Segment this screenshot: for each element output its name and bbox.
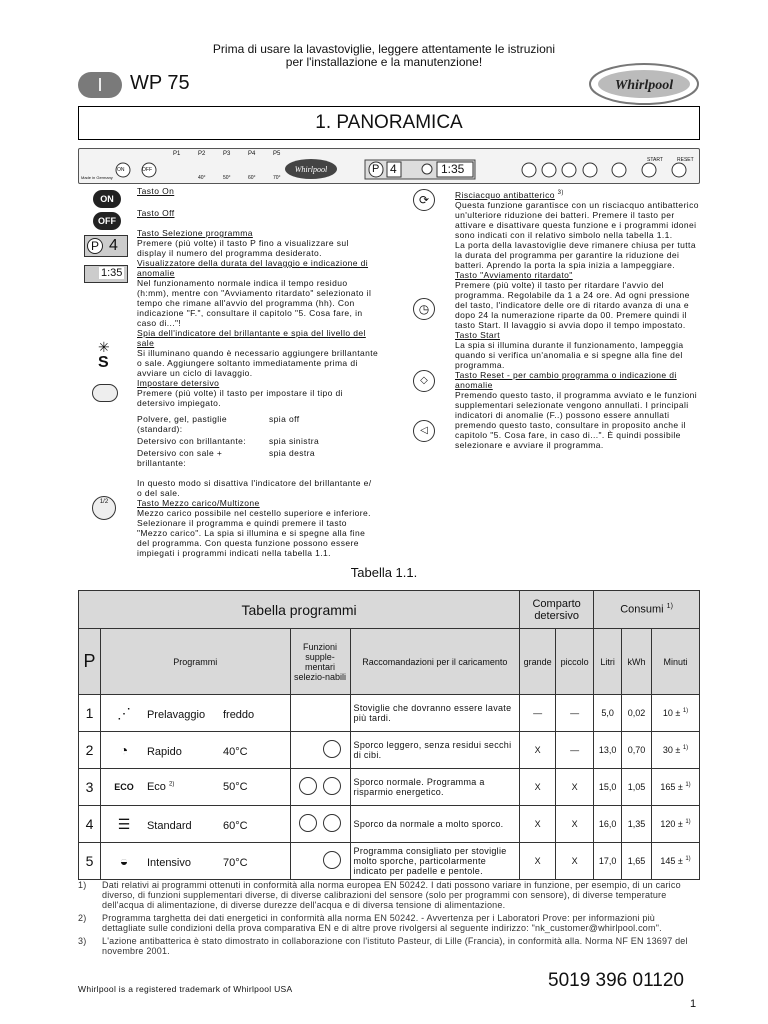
prog-label: P5	[273, 151, 281, 157]
panel-off-button[interactable]: OFF	[142, 167, 152, 173]
prog-label: P4	[248, 151, 256, 157]
spia-title: Spia dell'indicatore del brillantante e spia del livello del sale	[137, 328, 366, 348]
on-title: Tasto On	[137, 186, 175, 196]
reset-text: Premendo questo tasto, il programma avviato e le funzioni supplementari selezionate vengono annullati. I principali indicatori di anomalie (F..) possono essere annullati premendo questo tasto, consultare in proposito anche il capitolo "5. Cosa fare, in caso di...". È quindi possibile selezionare e avviare il programma.	[455, 389, 698, 450]
avv-text: Premere (più volte) il tasto per ritardare l'avvio del programma. Regolabile da 1 a 24 ore. Ad ogni pressione del tasto, l'indicatore delle ore di ritardo avanza di una e dopo 24 la numerazione riparte da 00. Premere quindi il tasto Start. Il lavaggio si avvia dopo il tempo impostato.	[455, 279, 690, 330]
avv-title: Tasto "Avviamento ritardato"	[455, 269, 573, 280]
det-title: Impostare detersivo	[137, 378, 220, 388]
start-title: Tasto Start	[455, 329, 501, 340]
model-name: WP 75	[130, 72, 190, 94]
antibacterial-icon: ⟳	[413, 189, 435, 211]
eco-icon: ECO	[114, 782, 134, 792]
document-code: 5019 396 01120	[548, 970, 684, 991]
section-title: 1. PANORAMICA	[78, 106, 700, 140]
salt-icon: S	[98, 354, 109, 371]
header-notice-line2: per l'installazione e la manutenzione!	[285, 55, 483, 69]
vis-title: Visualizzatore della durata del lavaggio e indicazione di anomalie	[137, 258, 369, 278]
panel-display-p: P	[372, 163, 380, 175]
antibacterial-icon	[323, 740, 341, 758]
spia-text: Si illuminano quando è necessario aggiungere brillantante o sale. Aggiungere soltanto immediatamente prima di avviare un ciclo di lavaggio.	[137, 348, 379, 378]
antibacterial-icon	[323, 814, 341, 832]
col-piccolo-header: piccolo	[556, 629, 594, 695]
antibacterial-icon	[323, 851, 341, 869]
table-label: Tabella 1.1.	[350, 565, 418, 580]
page-number: 1	[690, 998, 697, 1010]
consumi-header: Consumi $^{1)}$	[594, 591, 700, 629]
col-prog-header: Programmi	[100, 629, 290, 695]
quick-icon: ◔	[119, 742, 129, 758]
pot-icon: ◒	[119, 853, 129, 869]
made-in-label: Made in Germany	[81, 175, 113, 180]
table-row: 5 ◒ Intensivo 70°C Programma consigliato per stoviglie molto sporche, particolarmente indicato per padelle e pentole. X X 17,0 1,65 145 ± $^{1)}$	[79, 843, 700, 880]
prog-label: P3	[223, 151, 231, 157]
det-row: Polvere, gel, pastiglie (standard): spia off	[137, 414, 300, 434]
table-title: Tabella programmi	[79, 591, 520, 629]
vis-text: Nel funzionamento normale indica il tempo residuo (h:mm), mentre con "Avviamento ritardato" selezionato il tempo che rimane all'avvio del programma (hh). Con indicazione "F.", consultare il capitolo "5. Cosa fare, in caso di..."!	[137, 278, 372, 328]
rinse-aid-icon: ✳	[98, 339, 110, 355]
logo-text: Whirlpool	[614, 78, 674, 93]
sel-text: Premere (più volte) il tasto P fino a visualizzare sul display il numero del programma desiderato.	[137, 238, 349, 258]
half-load-icon	[299, 814, 317, 832]
col-grande-header: grande	[520, 629, 556, 695]
panel-display-time: 1:35	[441, 162, 465, 176]
panel-on-button[interactable]: ON	[117, 167, 125, 173]
table-row: 4 ☰ Standard 60°C Sporco da normale a molto sporco. X X 16,0 1,35 120 ± $^{1)}$	[79, 806, 700, 843]
prog-temp: 40°	[198, 175, 206, 181]
footnote: 2) Programma targhetta dei dati energetici in conformità alla norma EN 50242. - Avvertenza per i Laboratori Prove: per informazioni più dettagliate sulle condizioni della prova comparativa EN e di altre prove rivolgersi al seguente indirizzo: "nk_customer@whirlpool.com".	[78, 913, 662, 933]
table-row: 3 ECO Eco $^{2)}$ 50°C Sporco normale. Programma a risparmio energetico. X X 15,0 1,05 165 ± $^{1)}$	[79, 769, 700, 806]
prog-label: P1	[173, 151, 181, 157]
prewash-icon: ⋰	[116, 704, 131, 721]
comparto-header: Comparto detersivo	[520, 591, 594, 629]
program-table	[78, 590, 700, 880]
panel-reset-label: RESET	[677, 157, 694, 163]
half-load-icon: 1/2	[92, 496, 116, 520]
ris-title: Risciacquo antibatterico	[455, 189, 555, 200]
antibacterial-icon	[323, 777, 341, 795]
display-p-glyph: P	[87, 238, 103, 254]
col-racc-header: Raccomandazioni per il caricamento	[350, 629, 520, 695]
display-digit-glyph: 4	[109, 237, 118, 254]
program-display-icon	[84, 235, 128, 257]
footnote: 3) L'azione antibatterica è stato dimostrato in collaborazione con l'istituto Pasteur, di Lille (Francia), in conformità alla. Norma NF EN 13697 del novembre 2001.	[78, 936, 688, 956]
panel-display-digit: 4	[390, 162, 397, 176]
det-row: Detersivo con brillantante: spia sinistra	[137, 436, 320, 446]
reset-title: Tasto Reset - per cambio programma o indicazione di anomalie	[455, 369, 677, 390]
on-button-icon: ON	[93, 190, 121, 208]
ris-text: Questa funzione garantisce con un risciacquo antibatterico un'ulteriore riduzione dei batteri. Premere il tasto per attivare e disattivare questa funzione e i programmi idonei sono indicati con il relativo simbolo nella tabella 1.1.	[455, 199, 699, 240]
control-panel	[78, 148, 700, 184]
mezzo-text: Mezzo carico possibile nel cestello superiore e inferiore. Selezionare il programma e quindi premere il tasto "Mezzo carico". La spia si illumina e si spegne alla fine del programma. Con questa funzione possono essere impiegati i programmi indicati nella tabella 1.1.	[137, 508, 371, 558]
det-text: Premere (più volte) il tasto per impostare il tipo di detersivo impiegato.	[137, 388, 343, 408]
sel-title: Tasto Selezione programma	[137, 228, 253, 238]
start-text: La spia si illumina durante il funzionamento, lampeggia quando si verifica un'anomalia e si spegne alla fine del programma.	[455, 339, 684, 370]
det-note: In questo modo si disattiva l'indicatore del brillantante e/ o del sale.	[137, 478, 372, 498]
prog-temp: 60°	[248, 175, 256, 181]
reset-icon: ◁	[413, 420, 435, 442]
language-badge: I	[78, 72, 122, 98]
prog-temp: 50°	[223, 175, 231, 181]
prog-temp: 70°	[273, 175, 281, 181]
timer-display-icon	[84, 265, 128, 283]
timer-display-glyph: 1:35	[101, 267, 123, 279]
standard-icon: ☰	[117, 815, 131, 832]
col-minuti-header: Minuti	[652, 629, 700, 695]
col-p-header: P	[79, 629, 101, 695]
mezzo-title: Tasto Mezzo carico/Multizone	[137, 498, 260, 508]
detergent-icon	[92, 384, 118, 402]
ris-text2: La porta della lavastoviglie deve rimanere chiusa per tutta la durata del programma per garantire la riduzione dei batteri. Aprendo la porta la spia inizia a lampeggiare.	[455, 239, 696, 270]
panel-start-label: START	[647, 157, 663, 163]
half-load-icon	[299, 777, 317, 795]
table-row: 1 ⋰ Prelavaggio freddo Stoviglie che dovranno essere lavate più tardi. — — 5,0 0,02 10 ± $^{1)}$	[79, 695, 700, 732]
start-icon: ◇	[413, 370, 435, 392]
header-notice-line1: Prima di usare la lavastoviglie, leggere attentamente le istruzioni	[212, 42, 556, 56]
off-button-icon: OFF	[93, 212, 121, 230]
footnote: 1) Dati relativi ai programmi ottenuti in conformità alla norma europea EN 50242. I dati possono variare in funzione, per esempio, di un carico diverso, di funzioni supplementari diverse, di diverse calibrazioni del sensore (solo per programmi con sensore), di diverse temperature dell'acqua di alimentazione, di diverse durezze dell'acqua e di diversa tensione di alimentazione.	[78, 880, 681, 910]
prog-label: P2	[198, 151, 206, 157]
det-row: Detersivo con sale + brillantante: spia destra	[137, 448, 315, 468]
table-row: 2 ◔ Rapido 40°C Sporco leggero, senza residui secchi di cibi. X — 13,0 0,70 30 ± $^{1)}$	[79, 732, 700, 769]
panel-logo-text: Whirlpool	[294, 165, 328, 174]
trademark-notice: Whirlpool is a registered trademark of Whirlpool USA	[78, 984, 293, 994]
col-funz-header: Funzioni supple-mentari selezio-nabili	[290, 629, 350, 695]
footnotes	[78, 880, 700, 959]
col-kwh-header: kWh	[622, 629, 652, 695]
whirlpool-logo	[588, 62, 700, 106]
col-litri-header: Litri	[594, 629, 622, 695]
delay-timer-icon: ◷	[413, 298, 435, 320]
off-title: Tasto Off	[137, 208, 175, 218]
ris-sup: 3)	[557, 190, 564, 196]
